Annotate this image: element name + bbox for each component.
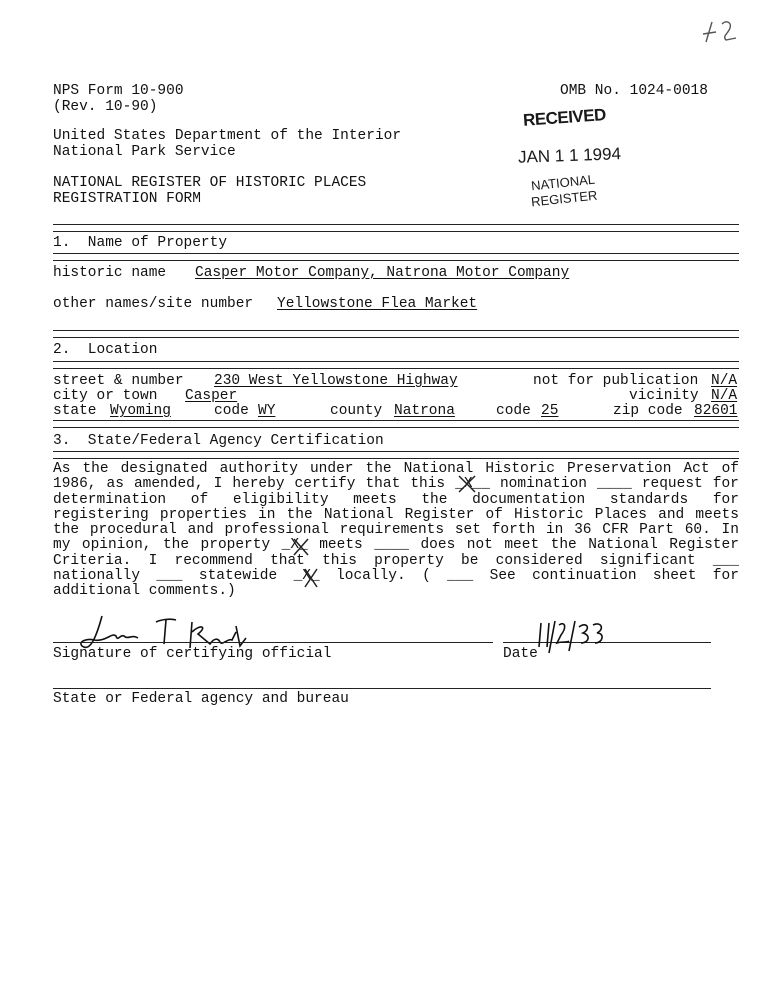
certification-word: considered — [495, 552, 583, 569]
certification-word: Act — [683, 461, 710, 477]
certification-word: and — [658, 506, 685, 523]
certification-word: meets — [695, 506, 739, 523]
certification-word: meets — [353, 491, 397, 508]
signature-line — [53, 642, 493, 643]
certification-word: ___ — [712, 552, 739, 569]
section-separator — [53, 253, 739, 261]
certification-word: does — [420, 537, 456, 554]
street-value: 230 West Yellowstone Highway — [214, 373, 458, 389]
certification-word: eligibility — [232, 491, 329, 508]
certification-line — [53, 493, 739, 508]
zip-label: zip code — [613, 403, 683, 419]
certification-word: certify — [294, 476, 356, 493]
corner-handwritten-mark — [700, 10, 750, 50]
certification-word: See — [489, 568, 516, 585]
form-title: REGISTRATION FORM — [53, 191, 201, 207]
section-2-heading: 2. Location — [53, 342, 158, 358]
nomination-check-mark — [455, 474, 479, 494]
certification-word: property — [200, 537, 271, 554]
stamp-national: NATIONAL — [530, 171, 596, 194]
certification-word: ____ — [374, 537, 410, 554]
certification-word: National — [323, 506, 394, 523]
signature-label: Signature of certifying official — [53, 646, 332, 662]
state-label: state — [53, 403, 97, 419]
certification-word: Historic — [514, 506, 584, 523]
certification-word: Register — [404, 506, 475, 523]
certification-word: and — [187, 522, 214, 539]
certification-word: ( — [422, 568, 431, 585]
certification-word: recommend — [174, 552, 253, 569]
vicinity-label: vicinity — [629, 388, 699, 404]
county-code-value: 25 — [541, 403, 559, 419]
certification-word: National — [588, 537, 658, 554]
service-name: National Park Service — [53, 144, 236, 160]
handwritten-date — [535, 617, 625, 657]
certification-word: in — [258, 506, 276, 523]
certification-word: the — [421, 491, 448, 508]
certification-word: requirements — [339, 522, 445, 539]
certification-word: the — [53, 522, 80, 539]
certification-word: _X_ — [293, 568, 320, 585]
certification-line — [53, 477, 739, 492]
certification-word: authority — [219, 461, 298, 477]
certification-word: be — [461, 552, 479, 569]
certification-word: for — [712, 476, 739, 493]
historic-name-label: historic name — [53, 265, 167, 281]
certification-word: As — [53, 461, 71, 477]
certification-word: continuation — [532, 568, 637, 585]
certification-word: this — [322, 552, 357, 569]
county-code-label: code — [496, 403, 531, 419]
certification-line — [53, 538, 739, 553]
certification-word: meets — [319, 537, 363, 554]
section-separator — [53, 330, 739, 338]
certification-word: that — [365, 476, 401, 493]
agency-label: State or Federal agency and bureau — [53, 691, 349, 707]
certification-word: 60. — [684, 522, 711, 539]
certification-word: _X_ — [281, 537, 308, 554]
certification-word: statewide — [198, 568, 278, 585]
state-value: Wyoming — [110, 403, 171, 419]
register-title: NATIONAL REGISTER OF HISTORIC PLACES — [53, 175, 367, 191]
certification-word: Register — [669, 537, 739, 554]
certification-word: locally. — [336, 568, 406, 585]
certification-word: significant — [599, 552, 696, 569]
section-separator — [53, 224, 739, 232]
certification-word: ___ — [156, 568, 183, 585]
other-names-label: other names/site number — [53, 296, 254, 312]
certification-word: ____ — [597, 476, 632, 493]
omb-number: OMB No. 1024-0018 — [560, 83, 708, 99]
certification-word: properties — [159, 506, 247, 523]
certification-word: In — [721, 522, 739, 539]
certification-word: not — [466, 537, 493, 554]
certification-word: that — [270, 552, 305, 569]
certification-line — [53, 554, 739, 569]
certification-word: Part — [639, 522, 674, 539]
certification-word: meet — [504, 537, 540, 554]
county-label: county — [330, 403, 383, 419]
certification-word: forth — [491, 522, 536, 539]
certification-word: my — [53, 537, 71, 554]
section-separator — [53, 451, 739, 459]
agency-line — [53, 688, 711, 689]
certification-word: the — [550, 537, 577, 554]
stamp-register: REGISTER — [530, 187, 599, 210]
form-revision: (Rev. 10-90) — [53, 99, 158, 115]
section-1-heading: 1. Name of Property — [53, 235, 228, 251]
certification-word: of — [190, 491, 209, 508]
certification-word: documentation — [472, 491, 586, 508]
certification-word: designated — [120, 461, 208, 477]
certification-word: CFR — [602, 522, 629, 539]
certification-word: hereby — [232, 476, 285, 493]
section-separator — [53, 361, 739, 369]
certification-word: property — [374, 552, 444, 569]
street-label: street & number — [53, 373, 184, 389]
city-label: city or town — [53, 388, 158, 404]
certification-word: National — [403, 461, 474, 477]
certification-word: _X__ — [455, 476, 490, 493]
certification-word: set — [454, 522, 481, 539]
certification-word: 1986, — [53, 476, 97, 493]
certification-word: opinion, — [81, 537, 152, 554]
state-code-value: WY — [258, 403, 276, 419]
vicinity-value: N/A — [711, 388, 738, 404]
certification-word: sheet — [652, 568, 697, 585]
certification-word: request — [641, 476, 703, 493]
historic-name-value: Casper Motor Company, Natrona Motor Company — [195, 265, 570, 281]
stamp-date: JAN 1 1 1994 — [517, 144, 622, 167]
certification-word: I — [148, 552, 158, 569]
certification-word: the — [286, 506, 313, 523]
certification-paragraph — [53, 462, 739, 600]
section-3-heading: 3. State/Federal Agency Certification — [53, 433, 384, 449]
certification-word: nomination — [499, 476, 587, 493]
certification-line — [53, 508, 739, 523]
date-label: Date — [503, 646, 538, 662]
certification-word: registering — [53, 506, 149, 523]
department-name: United States Department of the Interior — [53, 128, 402, 144]
certification-word: of — [485, 506, 503, 523]
section-separator — [53, 420, 739, 428]
city-value: Casper — [185, 388, 238, 404]
certification-word: I — [213, 476, 223, 493]
certification-word: this — [410, 476, 446, 493]
meets-check-mark — [290, 537, 312, 557]
certification-word: under — [309, 461, 354, 477]
certification-last-line: additional comments.) — [53, 583, 236, 600]
publication-label: not for publication — [533, 373, 699, 389]
certification-line — [53, 523, 739, 538]
certification-word: Places — [594, 506, 647, 523]
certification-word: nationally — [53, 568, 141, 585]
other-names-value: Yellowstone Flea Market — [277, 296, 478, 312]
certification-word: for — [712, 568, 739, 585]
certification-word: amended, — [133, 476, 204, 493]
zip-value: 82601 — [694, 403, 738, 419]
certification-word: procedural — [89, 522, 177, 539]
certification-word: determination — [53, 491, 167, 508]
certification-word: Preservation — [566, 461, 672, 477]
certification-word: the — [162, 537, 190, 554]
certification-word: the — [365, 461, 392, 477]
certification-word: professional — [224, 522, 329, 539]
certification-line — [53, 569, 739, 584]
certification-word: Historic — [485, 461, 555, 477]
certification-line — [53, 462, 739, 477]
certification-word: standards — [609, 491, 689, 508]
certification-word: for — [712, 491, 739, 508]
certification-word: ___ — [447, 568, 474, 585]
certification-word: in — [545, 522, 564, 539]
county-value: Natrona — [394, 403, 455, 419]
form-id: NPS Form 10-900 — [53, 83, 184, 99]
state-code-label: code — [214, 403, 249, 419]
received-stamp: RECEIVED — [522, 105, 607, 130]
certification-word: the — [82, 461, 109, 477]
certification-word: 36 — [574, 522, 592, 539]
certification-word: Criteria. — [53, 552, 132, 569]
certification-word: as — [106, 476, 124, 493]
certification-word: of — [721, 461, 739, 477]
locally-check-mark — [300, 566, 322, 590]
publication-value: N/A — [711, 373, 738, 389]
